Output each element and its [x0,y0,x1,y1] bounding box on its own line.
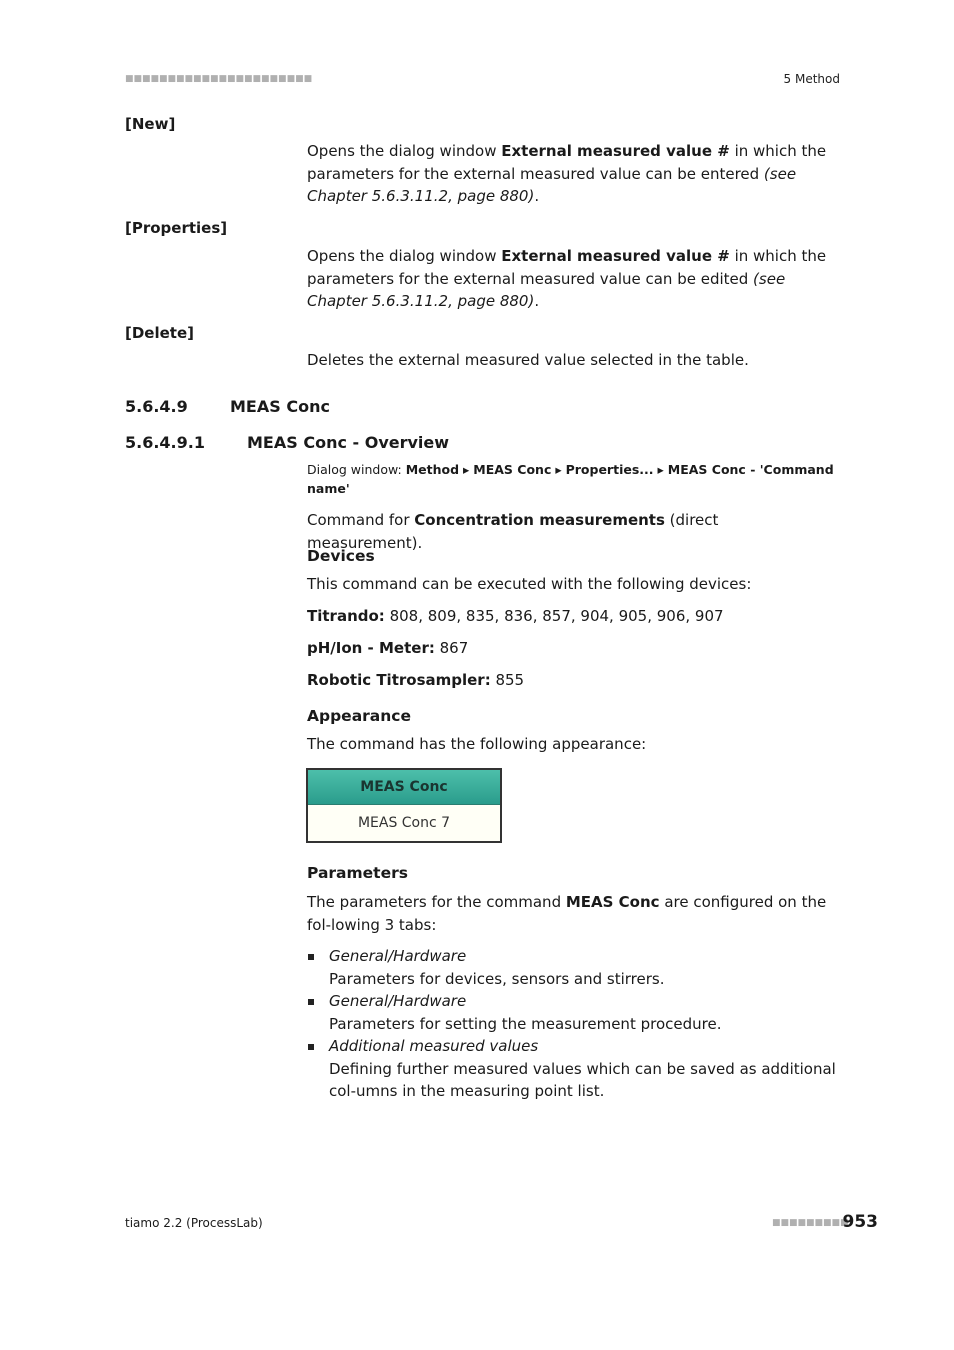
section-number: 5.6.4.9 [125,397,188,416]
chapter-reference[interactable]: (see Chapter 5.6.3.11.2, page 880) [307,164,797,205]
parameters-heading: Parameters [307,864,408,882]
tab-description: Defining further measured values which can be saved as additional col-umns in the measuring point list. [329,1059,836,1100]
command-block-name: MEAS Conc 7 [357,815,451,831]
parameters-intro [307,891,837,936]
chapter-title: 5 Method [783,72,840,86]
footer-product: tiamo 2.2 (ProcessLab) [125,1216,263,1230]
delete-button-term: [Delete] [125,324,194,342]
appearance-intro: The command has the following appearance: [307,735,647,753]
device-values: 855 [490,671,525,689]
device-name: pH/Ion - Meter: [307,639,435,657]
tabs-list [307,945,837,1103]
path-item: Method [405,462,460,477]
footer-dots: ■■■■■■■■■ [772,1218,849,1228]
list-item [307,1035,837,1103]
tab-name: Additional measured values [329,1037,539,1055]
dialog-path [307,460,837,498]
command-block[interactable] [306,768,502,843]
subsection-title: MEAS Conc - Overview [247,433,450,452]
desc-text: Opens the dialog window [307,142,502,160]
properties-button-term: [Properties] [125,219,228,237]
device-line-robotic-titrosampler [307,669,837,692]
bullet-icon [308,1044,314,1050]
bullet-icon [308,954,314,960]
device-values: 808, 809, 835, 836, 857, 904, 905, 906, 907 [384,607,724,625]
dialog-path-prefix: Dialog window: [307,462,406,477]
subsection-heading [125,433,449,452]
chapter-reference[interactable]: (see Chapter 5.6.3.11.2, page 880) [307,269,786,310]
header-dots: ■■■■■■■■■■■■■■■■■■■■■■ [125,74,313,84]
device-line-ph-ion-meter [307,637,837,660]
path-separator: ▸ [653,462,668,477]
desc-end: . [534,292,540,310]
delete-button-description: Deletes the external measured value selected in the table. [307,351,749,369]
device-name: Robotic Titrosampler: [307,671,491,689]
devices-intro: This command can be executed with the following devices: [307,575,752,593]
desc-end: . [534,187,540,205]
path-separator: ▸ [551,462,566,477]
path-item: Properties... [565,462,654,477]
command-name: MEAS Conc [565,893,660,911]
tab-description: Parameters for devices, sensors and stirrers. [329,969,665,988]
path-item: MEAS Conc [473,462,552,477]
appearance-heading: Appearance [307,707,411,725]
command-purpose [307,509,837,554]
purpose-bold: Concentration measurements [414,511,665,529]
devices-heading: Devices [307,547,375,565]
new-button-term: [New] [125,115,176,133]
parameters-text: are configured on the fol-lowing 3 tabs: [307,893,827,934]
list-item [307,990,837,1035]
command-block-title: MEAS Conc [308,770,500,805]
purpose-text: Command for [307,511,415,529]
desc-text: in which the parameters for the external measured value can be edited [307,247,827,288]
dialog-name: External measured value # [501,247,730,265]
tab-name: General/Hardware [329,992,467,1010]
device-line-titrando [307,605,837,628]
bullet-icon [308,999,314,1005]
tab-description: Parameters for setting the measurement procedure. [329,1014,722,1033]
new-button-description [307,140,837,208]
properties-button-description [307,245,837,313]
section-title: MEAS Conc [230,397,330,416]
parameters-text: The parameters for the command [307,893,566,911]
purpose-text: (direct measurement). [307,511,719,552]
path-separator: ▸ [459,462,474,477]
desc-text: Opens the dialog window [307,247,502,265]
page-number: 953 [842,1212,878,1232]
dialog-name: External measured value # [501,142,730,160]
subsection-number: 5.6.4.9.1 [125,433,205,452]
tab-name: General/Hardware [329,947,467,965]
path-item: MEAS Conc - 'Command name' [307,462,834,496]
device-values: 867 [434,639,469,657]
section-heading [125,397,330,416]
desc-text: in which the parameters for the external measured value can be entered [307,142,827,183]
list-item [307,945,837,990]
device-name: Titrando: [307,607,385,625]
